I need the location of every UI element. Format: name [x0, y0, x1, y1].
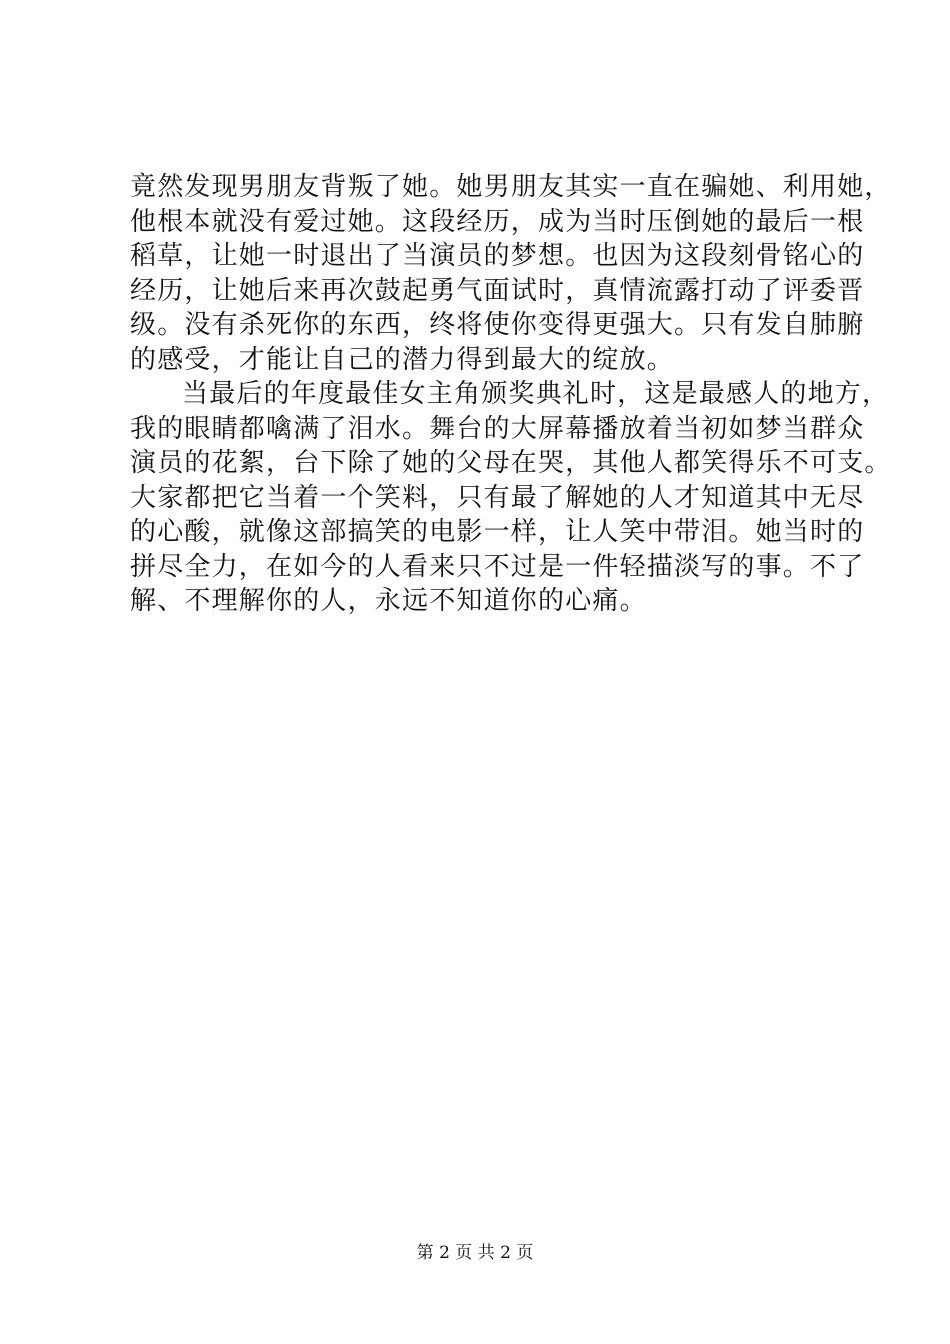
text-line: 大家都把它当着一个笑料，只有最了解她的人才知道其中无尽 [130, 482, 865, 513]
text-line: 他根本就没有爱过她。这段经历，成为当时压倒她的最后一根 [130, 206, 865, 237]
paragraph-2 [130, 377, 892, 619]
text-line: 的感受，才能让自己的潜力得到最大的绽放。 [130, 344, 675, 375]
text-line: 解、不理解你的人，永远不知道你的心痛。 [130, 586, 647, 616]
paragraph-1 [130, 170, 892, 377]
text-line: 我的眼睛都噙满了泪水。舞台的大屏幕播放着当初如梦当群众 [130, 413, 865, 444]
text-line: 竟然发现男朋友背叛了她。她男朋友其实一直在骗她、利用她， [130, 172, 892, 202]
body-text [130, 170, 892, 619]
text-line: 的心酸，就像这部搞笑的电影一样，让人笑中带泪。她当时的 [130, 517, 865, 547]
text-line: 经历，让她后来再次鼓起勇气面试时，真情流露打动了评委晋 [130, 275, 865, 306]
page-number-footer: 第 2 页 共 2 页 [416, 1243, 534, 1263]
text-line: 拼尽全力，在如今的人看来只不过是一件轻描淡写的事。不了 [130, 551, 865, 582]
text-line: 级。没有杀死你的东西，终将使你变得更强大。只有发自肺腑 [130, 310, 865, 340]
text-line: 演员的花絮，台下除了她的父母在哭，其他人都笑得乐不可支。 [130, 448, 892, 478]
text-line: 当最后的年度最佳女主角颁奖典礼时，这是最感人的地方， [182, 379, 890, 409]
text-line: 稻草，让她一时退出了当演员的梦想。也因为这段刻骨铭心的 [130, 241, 865, 271]
